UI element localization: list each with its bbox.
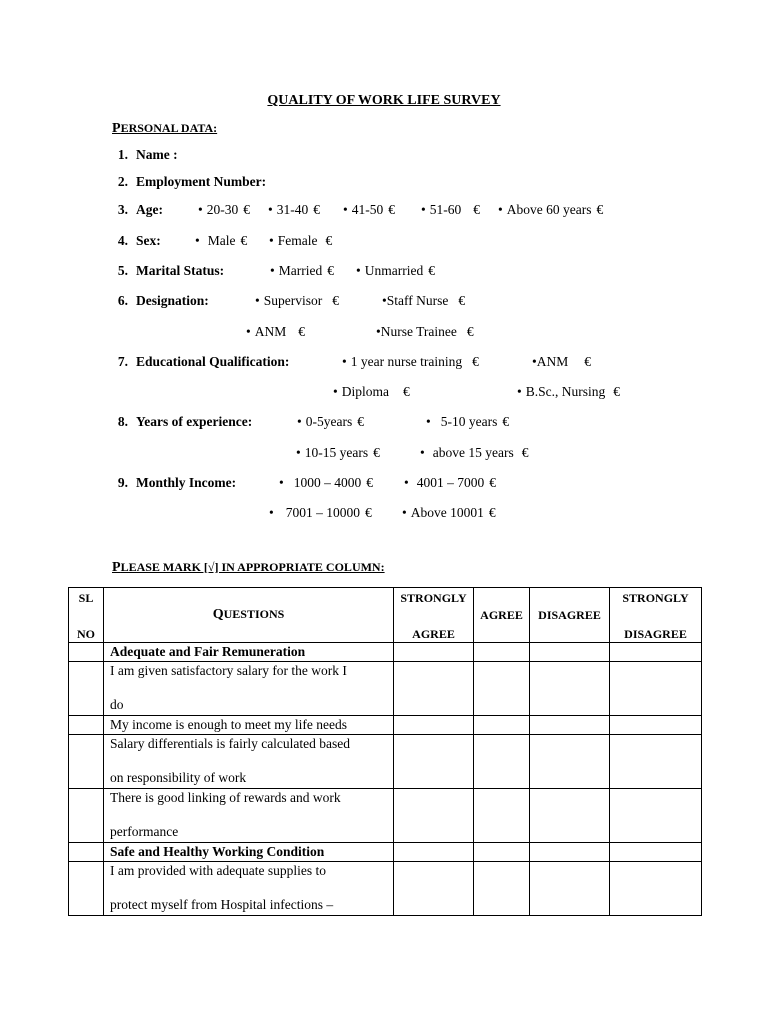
- survey-table: [68, 587, 702, 916]
- answer-cell[interactable]: [474, 735, 530, 789]
- checkbox-icon[interactable]: €: [473, 202, 480, 217]
- answer-cell[interactable]: [394, 862, 474, 916]
- field-monthly-income-label: Monthly Income:: [136, 475, 237, 490]
- checkbox-icon[interactable]: €: [472, 354, 479, 369]
- checkbox-icon[interactable]: €: [466, 324, 474, 339]
- field-educational-qualification-label: Educational Qualification:: [136, 354, 290, 369]
- income-option-7001-10000[interactable]: • 7001 – 10000 €: [269, 505, 372, 520]
- experience-option-0-5[interactable]: • 0-5years €: [297, 414, 364, 429]
- answer-cell[interactable]: [474, 662, 530, 716]
- answer-cell[interactable]: [474, 862, 530, 916]
- sex-option-male[interactable]: • Male €: [195, 233, 248, 248]
- checkbox-icon[interactable]: €: [458, 293, 466, 308]
- checkbox-icon[interactable]: €: [502, 414, 510, 429]
- question-text: Salary differentials is fairly calculated based on responsibility of work: [104, 735, 394, 789]
- section-title: Safe and Healthy Working Condition: [104, 843, 394, 862]
- marital-option-married[interactable]: • Married €: [270, 263, 334, 278]
- answer-cell[interactable]: [530, 735, 610, 789]
- experience-option-10-15[interactable]: • 10-15 years €: [296, 445, 380, 460]
- question-text: There is good linking of rewards and work performance: [104, 789, 394, 843]
- checkbox-icon[interactable]: €: [243, 202, 250, 217]
- age-option-20-30[interactable]: • 20-30 €: [198, 202, 250, 217]
- header-strongly-agree: STRONGLY AGREE: [394, 588, 474, 643]
- income-option-4001-7000[interactable]: • 4001 – 7000 €: [404, 475, 496, 490]
- header-agree: AGREE: [474, 588, 530, 643]
- field-years-of-experience: 8. Years of experience:: [117, 414, 253, 429]
- header-questions: QUESTIONS: [104, 588, 394, 643]
- answer-cell[interactable]: [610, 862, 702, 916]
- question-text: I am provided with adequate supplies to protect myself from Hospital infections –: [104, 862, 394, 916]
- checkbox-icon[interactable]: €: [327, 263, 334, 278]
- field-monthly-income: 9. Monthly Income:: [117, 475, 237, 490]
- field-employment-number-label: Employment Number:: [136, 174, 267, 189]
- education-option-bsc-nursing[interactable]: • B.Sc., Nursing €: [517, 384, 620, 399]
- field-designation: 6. Designation:: [117, 293, 209, 308]
- field-designation-label: Designation:: [136, 293, 209, 308]
- field-marital-status: 5. Marital Status:: [117, 263, 225, 278]
- field-name-label: Name :: [136, 147, 178, 162]
- field-sex-label: Sex:: [136, 233, 161, 248]
- designation-option-supervisor[interactable]: • Supervisor €: [255, 293, 339, 308]
- answer-cell[interactable]: [610, 662, 702, 716]
- age-option-51-60[interactable]: • 51-60 €: [421, 202, 480, 217]
- checkbox-icon[interactable]: €: [298, 324, 305, 339]
- designation-option-anm[interactable]: • ANM €: [246, 324, 305, 339]
- checkbox-icon[interactable]: €: [521, 445, 529, 460]
- mark-instruction-heading: PLEASE MARK [√] IN APPROPRIATE COLUMN:: [112, 560, 385, 575]
- designation-option-staff-nurse[interactable]: •Staff Nurse €: [382, 293, 466, 308]
- section-row: [69, 643, 702, 662]
- field-marital-status-label: Marital Status:: [136, 263, 225, 278]
- designation-option-nurse-trainee[interactable]: •Nurse Trainee €: [376, 324, 474, 339]
- checkbox-icon[interactable]: €: [364, 505, 372, 520]
- education-option-1-year-training[interactable]: • 1 year nurse training €: [342, 354, 479, 369]
- checkbox-icon[interactable]: €: [366, 475, 373, 490]
- checkbox-icon[interactable]: €: [613, 384, 620, 399]
- experience-option-above-15[interactable]: • above 15 years €: [420, 445, 529, 460]
- checkbox-icon[interactable]: €: [489, 475, 496, 490]
- marital-option-unmarried[interactable]: • Unmarried €: [356, 263, 435, 278]
- age-option-31-40[interactable]: • 31-40 €: [268, 202, 320, 217]
- education-option-diploma[interactable]: • Diploma €: [333, 384, 410, 399]
- answer-cell[interactable]: [530, 843, 610, 862]
- header-sl-no: SL NO: [69, 588, 104, 643]
- answer-cell[interactable]: [394, 735, 474, 789]
- field-sex: 4. Sex:: [117, 233, 161, 248]
- table-row: [69, 716, 702, 735]
- answer-cell[interactable]: [394, 643, 474, 662]
- sex-option-female[interactable]: • Female €: [269, 233, 333, 248]
- answer-cell[interactable]: [394, 662, 474, 716]
- checkbox-icon[interactable]: €: [596, 202, 604, 217]
- answer-cell[interactable]: [610, 643, 702, 662]
- field-age: 3. Age:: [117, 202, 163, 217]
- table-row: [69, 862, 702, 916]
- question-text: My income is enough to meet my life needs: [104, 716, 394, 735]
- answer-cell[interactable]: [474, 789, 530, 843]
- income-option-above-10001[interactable]: • Above 10001 €: [402, 505, 496, 520]
- answer-cell[interactable]: [530, 862, 610, 916]
- checkbox-icon[interactable]: €: [488, 505, 496, 520]
- header-disagree: DISAGREE: [530, 588, 610, 643]
- table-row: [69, 735, 702, 789]
- answer-cell[interactable]: [610, 789, 702, 843]
- answer-cell[interactable]: [530, 716, 610, 735]
- header-strongly-disagree: STRONGLY DISAGREE: [610, 588, 702, 643]
- age-option-41-50[interactable]: • 41-50 €: [343, 202, 395, 217]
- table-row: [69, 662, 702, 716]
- income-option-1000-4000[interactable]: • 1000 – 4000 €: [279, 475, 373, 490]
- experience-option-5-10[interactable]: • 5-10 years €: [426, 414, 510, 429]
- field-age-label: Age:: [136, 202, 163, 217]
- answer-cell[interactable]: [610, 716, 702, 735]
- personal-data-heading: PERSONAL DATA:: [112, 121, 218, 136]
- checkbox-icon[interactable]: €: [428, 263, 435, 278]
- answer-cell[interactable]: [530, 643, 610, 662]
- section-title: Adequate and Fair Remuneration: [104, 643, 394, 662]
- answer-cell[interactable]: [610, 843, 702, 862]
- table-header-row: [69, 588, 702, 643]
- checkbox-icon[interactable]: €: [332, 293, 339, 308]
- answer-cell[interactable]: [474, 716, 530, 735]
- checkbox-icon[interactable]: €: [325, 233, 333, 248]
- field-educational-qualification: 7. Educational Qualification:: [117, 354, 290, 369]
- survey-title: QUALITY OF WORK LIFE SURVEY: [267, 93, 501, 108]
- answer-cell[interactable]: [394, 789, 474, 843]
- answer-cell[interactable]: [530, 662, 610, 716]
- education-option-anm[interactable]: •ANM €: [532, 354, 591, 369]
- age-option-above-60[interactable]: • Above 60 years €: [498, 202, 604, 217]
- answer-cell[interactable]: [394, 843, 474, 862]
- answer-cell[interactable]: [530, 789, 610, 843]
- answer-cell[interactable]: [394, 716, 474, 735]
- checkbox-icon[interactable]: €: [584, 354, 591, 369]
- answer-cell[interactable]: [610, 735, 702, 789]
- checkbox-icon[interactable]: €: [357, 414, 364, 429]
- question-text: I am given satisfactory salary for the work I do: [104, 662, 394, 716]
- answer-cell[interactable]: [474, 643, 530, 662]
- checkbox-icon[interactable]: €: [240, 233, 248, 248]
- table-row: [69, 789, 702, 843]
- checkbox-icon[interactable]: €: [373, 445, 380, 460]
- checkbox-icon[interactable]: €: [313, 202, 320, 217]
- checkbox-icon[interactable]: €: [402, 384, 410, 399]
- checkbox-icon[interactable]: €: [388, 202, 395, 217]
- field-years-of-experience-label: Years of experience:: [136, 414, 253, 429]
- field-name: 1. Name :: [117, 147, 178, 162]
- section-row: [69, 843, 702, 862]
- field-employment-number: 2. Employment Number:: [117, 174, 267, 189]
- answer-cell[interactable]: [474, 843, 530, 862]
